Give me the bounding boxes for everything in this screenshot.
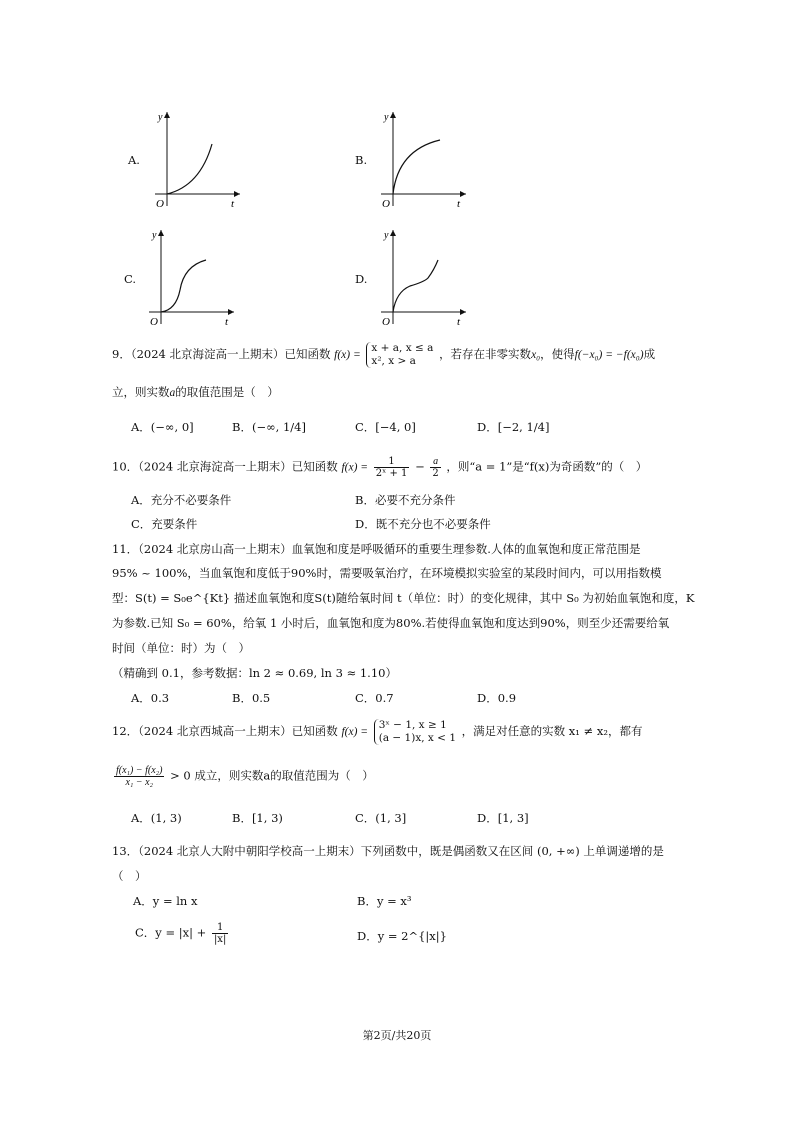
q10-stem: 10．（2024 北京海淀高一上期末）已知函数 f(x) = $\frac{1}{\text{2ˣ + 1}}$ − $\frac{a}{2}$ ，则“a = 1”是“f(x)为奇函数”的（ ） bbox=[112, 456, 648, 479]
q10-option-c[interactable]: C．充要条件 bbox=[131, 517, 198, 531]
q10-option-d[interactable]: D．既不充分也不必要条件 bbox=[355, 517, 491, 531]
graph-a bbox=[150, 108, 245, 210]
q13-option-d[interactable]: D．y = 2^{|x|} bbox=[357, 929, 447, 943]
q9-option-b[interactable]: B．(−∞, 1/4] bbox=[232, 420, 306, 434]
graph-a-label: A. bbox=[128, 153, 140, 167]
q11-note: （精确到 0.1，参考数据：ln 2 ≈ 0.69, ln 3 ≈ 1.10） bbox=[112, 666, 397, 680]
graph-c-curve bbox=[161, 260, 206, 312]
graph-b-o: O bbox=[382, 198, 390, 210]
graph-d bbox=[376, 226, 471, 328]
q13-option-c[interactable]: C．y = |x| + $\frac{1}{|x|}$ bbox=[135, 922, 227, 945]
graph-b bbox=[376, 108, 471, 210]
q12-option-d[interactable]: D．[1, 3] bbox=[477, 811, 529, 825]
graph-b-y: y bbox=[384, 112, 389, 123]
q13-line1: 13．（2024 北京人大附中朝阳学校高一上期末）下列函数中，既是偶函数又在区间 (0, +∞) 上单调递增的是 bbox=[112, 844, 664, 858]
q12-option-a[interactable]: A．(1, 3) bbox=[131, 811, 182, 825]
graph-b-label: B. bbox=[355, 153, 368, 167]
graph-a-curve bbox=[167, 144, 212, 194]
q11-line1: 11．（2024 北京房山高一上期末）血氧饱和度是呼吸循环的重要生理参数.人体的血氧饱和度正常范围是 bbox=[112, 542, 641, 556]
q9-line2: 立，则实数a的取值范围是（ ） bbox=[112, 385, 279, 399]
graph-a-t: t bbox=[231, 198, 235, 210]
graph-d-o: O bbox=[382, 316, 390, 328]
q12-option-b[interactable]: B．[1, 3) bbox=[232, 811, 283, 825]
graph-c bbox=[144, 226, 239, 328]
graph-c-t: t bbox=[225, 316, 229, 328]
q9-line1: 9．（2024 北京海淀高一上期末）已知函数 f(x) = x + a, x ≤ a x², x > a ，若存在非零实数x₀，使得f(−x₀) = −f(x₀)成 bbox=[112, 342, 656, 367]
q10-option-a[interactable]: A．充分不必要条件 bbox=[131, 493, 232, 507]
graph-d-curve bbox=[393, 260, 438, 312]
q12-option-c[interactable]: C．(1, 3] bbox=[355, 811, 407, 825]
q11-option-d[interactable]: D．0.9 bbox=[477, 691, 517, 705]
graph-c-o: O bbox=[150, 316, 158, 328]
graph-d-y: y bbox=[384, 230, 389, 241]
graph-a-y: y bbox=[158, 112, 163, 123]
page-footer: 第2页/共20页 bbox=[362, 1029, 432, 1042]
q10-option-b[interactable]: B．必要不充分条件 bbox=[355, 493, 456, 507]
graph-b-t: t bbox=[457, 198, 461, 210]
q9-option-c[interactable]: C．[−4, 0] bbox=[355, 420, 416, 434]
q12-line1: 12．（2024 北京西城高一上期末）已知函数 f(x) = 3ˣ − 1, x ≥ 1 (a − 1)x, x < 1 ，满足对任意的实数 x₁ ≠ x₂，都有 bbox=[112, 719, 643, 744]
q13-line2: （ ） bbox=[112, 869, 147, 883]
q9-option-d[interactable]: D．[−2, 1/4] bbox=[477, 420, 550, 434]
graph-d-t: t bbox=[457, 316, 461, 328]
q13-option-a[interactable]: A．y = ln x bbox=[133, 894, 198, 908]
q13-option-b[interactable]: B．y = x³ bbox=[357, 894, 412, 908]
q11-line5: 时间（单位：时）为（ ） bbox=[112, 641, 250, 655]
q11-option-c[interactable]: C．0.7 bbox=[355, 691, 394, 705]
graph-b-curve bbox=[393, 140, 440, 194]
q11-option-a[interactable]: A．0.3 bbox=[131, 691, 170, 705]
graph-c-label: C. bbox=[124, 272, 137, 286]
graph-a-o: O bbox=[156, 198, 164, 210]
graph-c-y: y bbox=[152, 230, 157, 241]
q9-option-a[interactable]: A．(−∞, 0] bbox=[131, 420, 194, 434]
q11-option-b[interactable]: B．0.5 bbox=[232, 691, 271, 705]
q11-line2: 95% ~ 100%，当血氧饱和度低于90%时，需要吸氧治疗，在环境模拟实验室的某段时间内，可以用指数模 bbox=[112, 566, 662, 580]
graph-d-label: D. bbox=[355, 272, 368, 286]
q11-line3: 型：S(t) = S₀e^{Kt} 描述血氧饱和度S(t)随给氧时间 t（单位：时）的变化规律，其中 S₀ 为初始血氧饱和度，K bbox=[112, 591, 695, 605]
q12-line2: $\frac{\text{f(x₁) − f(x₂)}}{\text{x₁ − x₂}}$ > 0 成立，则实数a的取值范围为（ ） bbox=[116, 765, 374, 788]
q11-line4: 为参数.已知 S₀ = 60%，给氧 1 小时后，血氧饱和度为80%.若使得血氧饱和度达到90%，则至少还需要给氧 bbox=[112, 616, 670, 630]
